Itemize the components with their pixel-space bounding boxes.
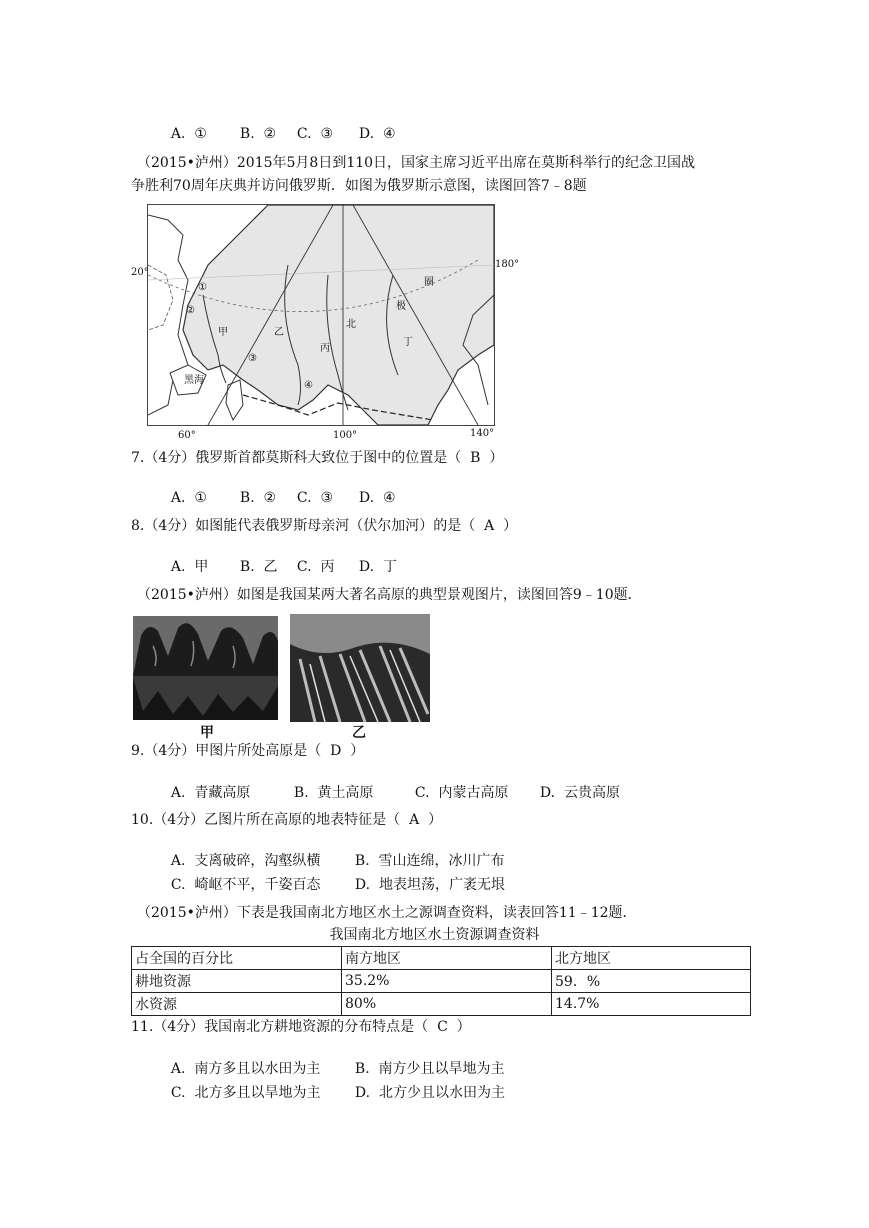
map-label-bei: 北 bbox=[346, 319, 356, 330]
q8-stem: 8.（4分）如图能代表俄罗斯母亲河（伏尔加河）的是（ A ） bbox=[131, 518, 518, 534]
map-label-ding: 丁 bbox=[403, 337, 413, 348]
table-cell: 35.2% bbox=[342, 970, 552, 993]
map-lon-60: 60° bbox=[178, 430, 196, 441]
table-row bbox=[132, 970, 751, 993]
intro-7-8-line2: 争胜利70周年庆典并访问俄罗斯．如图为俄罗斯示意图，读图回答7﹣8题 bbox=[131, 178, 587, 194]
photo-yi-caption: 乙 bbox=[352, 725, 366, 741]
table-header-cell: 占全国的百分比 bbox=[132, 947, 342, 970]
table-caption: 我国南北方地区水土资源调查资料 bbox=[329, 927, 540, 943]
q8-option-c: C. 丙 bbox=[296, 559, 335, 575]
q6-option-d: D. ④ bbox=[358, 126, 396, 142]
q9-option-b: B. 黄土高原 bbox=[293, 785, 374, 801]
q8-option-a: A. 甲 bbox=[170, 559, 209, 575]
russia-map-drawing bbox=[148, 205, 494, 425]
map-label-2: ② bbox=[186, 305, 195, 316]
intro-9-10: （2015•泸州）如图是我国某两大著名高原的典型景观图片，读图回答9﹣10题． bbox=[137, 587, 642, 603]
q8-options bbox=[162, 540, 397, 576]
q11-option-d: D. 北方少且以水田为主 bbox=[354, 1085, 505, 1101]
q9-option-a: A. 青藏高原 bbox=[170, 785, 251, 801]
intro-7-8-line1: （2015•泸州）2015年5月8日到110日，国家主席习近平出席在莫斯科举行的纪念卫国战 bbox=[137, 155, 696, 171]
q7-option-a: A. ① bbox=[170, 490, 207, 506]
q11-option-b: B. 南方少且以旱地为主 bbox=[354, 1061, 505, 1077]
photo-jia bbox=[133, 616, 278, 720]
q7-option-c: C. ③ bbox=[296, 490, 334, 506]
q7-stem: 7.（4分）俄罗斯首都莫斯科大致位于图中的位置是（ B ） bbox=[131, 450, 504, 466]
q10-stem: 10.（4分）乙图片所在高原的地表特征是（ A ） bbox=[131, 812, 443, 828]
q11-option-c: C. 北方多且以旱地为主 bbox=[170, 1085, 321, 1101]
table-header-cell: 北方地区 bbox=[552, 947, 751, 970]
map-label-ji: 极 bbox=[396, 301, 406, 312]
table-row bbox=[132, 993, 751, 1016]
map-label-1: ① bbox=[198, 282, 207, 293]
q10-option-c: C. 崎岖不平，千姿百态 bbox=[170, 877, 321, 893]
q11-options-row2 bbox=[162, 1066, 505, 1102]
q11-stem: 11.（4分）我国南北方耕地资源的分布特点是（ C ） bbox=[131, 1019, 471, 1035]
q8-option-d: D. 丁 bbox=[358, 559, 397, 575]
q9-options bbox=[162, 766, 620, 802]
q10-option-b: B. 雪山连绵，冰川广布 bbox=[354, 853, 505, 869]
photo-yi bbox=[290, 614, 430, 722]
map-label-3: ③ bbox=[248, 353, 257, 364]
table-cell: 14.7% bbox=[552, 993, 751, 1016]
q10-option-a: A. 支离破碎，沟壑纵横 bbox=[170, 853, 321, 869]
russia-map bbox=[147, 204, 495, 426]
map-lon-100: 100° bbox=[333, 430, 358, 441]
map-label-quan: 圈 bbox=[424, 277, 434, 288]
map-lon-180: 180° bbox=[495, 259, 520, 270]
table-cell: 59．% bbox=[552, 970, 751, 993]
map-label-jia: 甲 bbox=[218, 327, 228, 338]
table-cell: 耕地资源 bbox=[132, 970, 342, 993]
table-cell: 80% bbox=[342, 993, 552, 1016]
q9-stem: 9.（4分）甲图片所处高原是（ D ） bbox=[131, 743, 365, 759]
map-label-yi: 乙 bbox=[274, 327, 284, 338]
q7-options bbox=[162, 471, 396, 507]
q6-option-a: A. ① bbox=[170, 126, 207, 142]
q7-option-b: B. ② bbox=[239, 490, 277, 506]
table-header-row bbox=[132, 947, 751, 970]
map-lat-20: 20° bbox=[131, 267, 149, 278]
q10-options-row2 bbox=[162, 858, 505, 894]
q9-option-c: C. 内蒙古高原 bbox=[414, 785, 509, 801]
q10-option-d: D. 地表坦荡，广袤无垠 bbox=[354, 877, 505, 893]
q7-option-d: D. ④ bbox=[358, 490, 396, 506]
resource-table bbox=[131, 946, 751, 1016]
q11-option-a: A. 南方多且以水田为主 bbox=[170, 1061, 321, 1077]
map-lon-140: 140° bbox=[470, 428, 495, 439]
q9-option-d: D. 云贵高原 bbox=[539, 785, 620, 801]
q8-option-b: B. 乙 bbox=[239, 559, 278, 575]
intro-11-12: （2015•泸州）下表是我国南北方地区水土之源调查资料，读表回答11﹣12题． bbox=[137, 905, 637, 921]
map-label-4: ④ bbox=[304, 380, 313, 391]
q6-option-c: C. ③ bbox=[296, 126, 334, 142]
photo-jia-caption: 甲 bbox=[200, 725, 214, 741]
q6-options bbox=[162, 107, 396, 143]
karst-landscape-image bbox=[133, 616, 278, 720]
map-label-bing: 丙 bbox=[320, 343, 330, 354]
table-header-cell: 南方地区 bbox=[342, 947, 552, 970]
q6-option-b: B. ② bbox=[239, 126, 277, 142]
loess-plateau-image bbox=[290, 614, 430, 722]
map-label-heihai: 黑海 bbox=[184, 375, 204, 386]
table-cell: 水资源 bbox=[132, 993, 342, 1016]
